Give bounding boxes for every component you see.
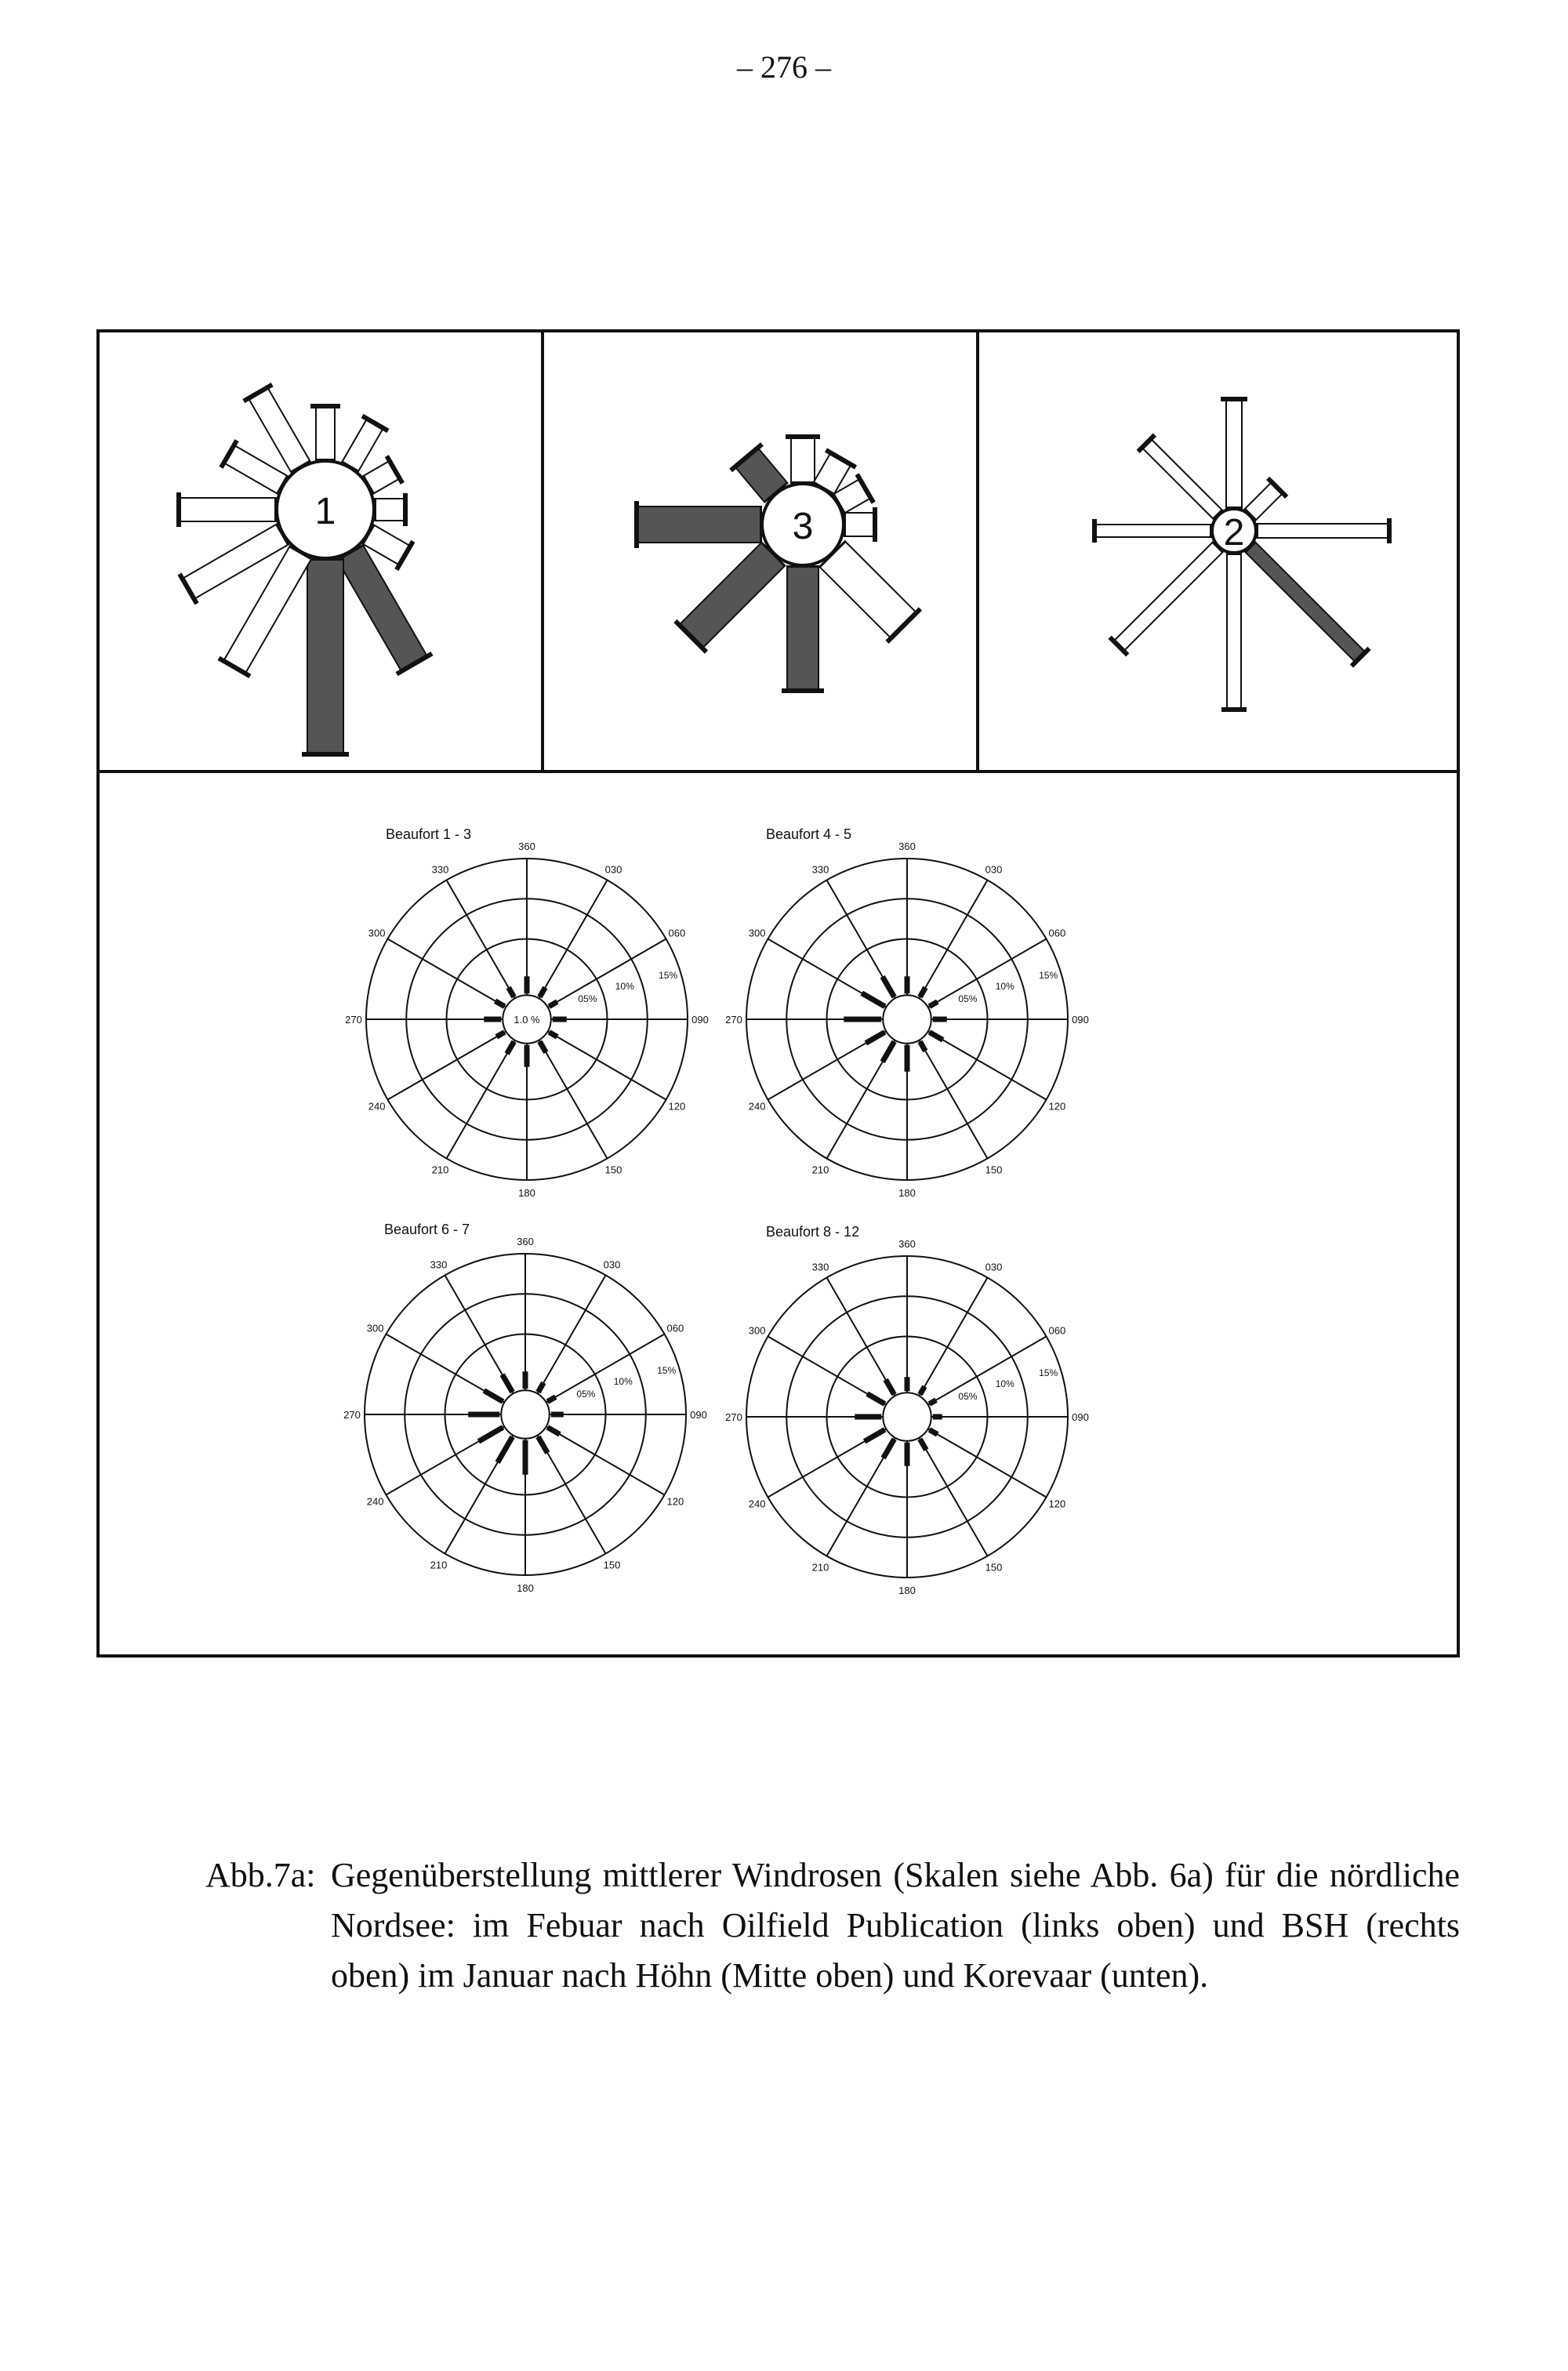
beaufort-rose-1-3-direction-label: 270	[345, 1014, 362, 1026]
beaufort-rose-1-3-direction-label: 360	[518, 841, 535, 852]
beaufort-rose-4-5-direction-label: 360	[898, 841, 916, 852]
station-rose-1	[179, 385, 432, 754]
station-rose-3-bar	[637, 501, 762, 548]
station-rose-1-label: 1	[314, 491, 336, 532]
beaufort-rose-8-12-ring	[883, 1392, 931, 1441]
beaufort-rose-8-12-direction-label: 060	[1048, 1324, 1066, 1337]
beaufort-rose-8-12-direction-label: 330	[811, 1261, 829, 1273]
station-rose-1-bar	[368, 456, 403, 485]
station-rose-2-bar	[1138, 435, 1219, 516]
beaufort-rose-4-5-ring-label: 10%	[995, 981, 1014, 992]
beaufort-rose-1-3-center-label: 1.0 %	[514, 1014, 540, 1026]
station-rose-1-bar	[350, 552, 432, 674]
beaufort-rose-4-5-ring-label: 15%	[1039, 970, 1058, 981]
figure-caption: Gegenüberstellung mittlerer Windrosen (Skalen siehe Abb. 6a) für die nördliche Nordsee: im Febuar nach Oilfield Publication (links oben) und BSH (rechts oben) im Januar nach Höhn (Mitte oben) und Korevaar (unten).	[331, 1856, 1460, 1995]
beaufort-rose-6-7-ring-label: 05%	[576, 1389, 596, 1400]
caption-label: Abb.7a:	[205, 1856, 316, 1894]
beaufort-rose-1-3-direction-label: 180	[518, 1187, 535, 1199]
beaufort-rose-6-7-direction-label: 300	[366, 1322, 384, 1334]
station-rose-3-bar	[832, 554, 920, 642]
beaufort-rose-8-12-ring-label: 15%	[1039, 1367, 1058, 1378]
beaufort-rose-6-7-title: Beaufort 6 - 7	[384, 1222, 470, 1237]
beaufort-rose-8-12-direction-label: 030	[985, 1261, 1003, 1273]
beaufort-rose-6-7-direction-label: 150	[603, 1559, 621, 1571]
beaufort-rose-1-3-ring-label: 05%	[578, 993, 597, 1004]
beaufort-rose-8-12-direction-label: 180	[898, 1585, 916, 1596]
beaufort-rose-1-3-direction-label: 030	[604, 863, 622, 876]
station-rose-2-label: 2	[1223, 512, 1245, 554]
beaufort-rose-6-7-direction-label: 180	[517, 1582, 534, 1594]
station-rose-2-bar	[1110, 546, 1219, 655]
beaufort-rose-4-5-direction-label: 120	[1048, 1100, 1066, 1113]
beaufort-rose-8-12-direction-label: 270	[725, 1411, 742, 1423]
beaufort-rose-6-7-direction-label: 330	[430, 1258, 448, 1271]
wind-rose-figure	[84, 323, 1472, 1662]
station-rose-2-bar	[1250, 478, 1287, 515]
beaufort-rose-4-5-direction-label: 150	[985, 1164, 1003, 1176]
beaufort-rose-1-3-direction-label: 240	[368, 1100, 386, 1113]
station-rose-1-bar	[221, 441, 283, 485]
station-rose-2-bar	[1221, 553, 1247, 710]
station-rose-3-bar	[675, 554, 774, 652]
station-rose-2-bar	[1094, 519, 1212, 543]
beaufort-rose-6-7-direction-label: 030	[603, 1258, 621, 1271]
beaufort-rose-6-7-direction-label: 060	[666, 1322, 684, 1334]
beaufort-rose-6-7-ring-label: 15%	[657, 1365, 677, 1376]
station-rose-2-bar	[1221, 399, 1247, 509]
beaufort-rose-6-7	[343, 1222, 707, 1594]
station-rose-3	[637, 437, 920, 691]
beaufort-rose-6-7-direction-label: 240	[366, 1495, 384, 1508]
station-rose-1-bar	[310, 406, 340, 461]
beaufort-rose-6-7-ring-label: 10%	[613, 1376, 633, 1387]
station-rose-1-bar	[350, 416, 388, 468]
beaufort-rose-8-12-title: Beaufort 8 - 12	[766, 1224, 860, 1240]
beaufort-rose-4-5-direction-label: 330	[811, 863, 829, 876]
beaufort-rose-4-5-direction-label: 270	[725, 1014, 742, 1026]
beaufort-rose-4-5	[725, 826, 1089, 1199]
beaufort-rose-4-5-direction-label: 180	[898, 1187, 916, 1199]
beaufort-rose-1-3-direction-label: 300	[368, 927, 386, 939]
beaufort-rose-4-5-direction-label: 240	[748, 1100, 766, 1113]
station-rose-2-bar	[1256, 518, 1389, 543]
station-rose-3-bar	[844, 507, 875, 542]
station-rose-2-bar	[1250, 546, 1370, 666]
beaufort-rose-6-7-direction-label: 360	[517, 1236, 534, 1247]
station-rose-1-bar	[302, 558, 349, 754]
beaufort-rose-4-5-direction-label: 300	[748, 927, 766, 939]
station-rose-2	[1094, 399, 1389, 710]
beaufort-rose-4-5-direction-label: 060	[1048, 927, 1066, 939]
beaufort-rose-1-3-direction-label: 060	[668, 927, 686, 939]
beaufort-rose-1-3-title: Beaufort 1 - 3	[386, 826, 472, 842]
beaufort-rose-6-7-ring	[501, 1390, 550, 1439]
beaufort-rose-8-12-bar	[929, 1400, 936, 1404]
beaufort-rose-8-12-ring-label: 10%	[995, 1378, 1014, 1389]
beaufort-rose-8-12-direction-label: 210	[811, 1561, 829, 1574]
beaufort-rose-8-12-direction-label: 090	[1072, 1411, 1089, 1423]
beaufort-rose-8-12-direction-label: 120	[1048, 1498, 1066, 1510]
beaufort-rose-4-5-direction-label: 210	[811, 1164, 829, 1176]
page-number: – 276 –	[737, 49, 831, 85]
beaufort-rose-4-5-direction-label: 030	[985, 863, 1003, 876]
beaufort-rose-8-12-ring-label: 05%	[958, 1391, 978, 1402]
beaufort-rose-1-3-direction-label: 210	[431, 1164, 449, 1176]
beaufort-rose-1-3-direction-label: 090	[691, 1014, 709, 1026]
beaufort-rose-8-12	[725, 1224, 1089, 1596]
beaufort-rose-6-7-direction-label: 270	[343, 1409, 361, 1421]
station-rose-3-bar	[782, 565, 824, 691]
station-rose-1-bar	[179, 492, 277, 527]
beaufort-rose-8-12-direction-label: 360	[898, 1238, 916, 1250]
beaufort-rose-1-3-direction-label: 150	[604, 1164, 622, 1176]
beaufort-rose-8-12-direction-label: 150	[985, 1561, 1003, 1574]
beaufort-rose-8-12-direction-label: 300	[748, 1324, 766, 1337]
beaufort-rose-4-5-ring	[883, 995, 931, 1044]
beaufort-rose-8-12-direction-label: 240	[748, 1498, 766, 1510]
beaufort-rose-1-3-ring-label: 15%	[659, 970, 678, 981]
station-rose-3-label: 3	[792, 506, 814, 547]
beaufort-rose-6-7-direction-label: 120	[666, 1495, 684, 1508]
beaufort-rose-6-7-direction-label: 210	[430, 1559, 448, 1571]
beaufort-rose-1-3-direction-label: 330	[431, 863, 449, 876]
station-rose-1-bar	[374, 493, 405, 526]
beaufort-rose-4-5-direction-label: 090	[1072, 1014, 1089, 1026]
beaufort-rose-1-3-direction-label: 120	[668, 1100, 686, 1113]
beaufort-rose-4-5-title: Beaufort 4 - 5	[766, 826, 852, 842]
station-rose-3-bar	[786, 437, 820, 484]
beaufort-rose-6-7-direction-label: 090	[690, 1409, 707, 1421]
beaufort-rose-4-5-ring-label: 05%	[958, 993, 978, 1004]
beaufort-rose-1-3	[345, 826, 709, 1199]
station-rose-3-bar	[731, 444, 776, 493]
beaufort-rose-1-3-ring-label: 10%	[615, 981, 634, 992]
